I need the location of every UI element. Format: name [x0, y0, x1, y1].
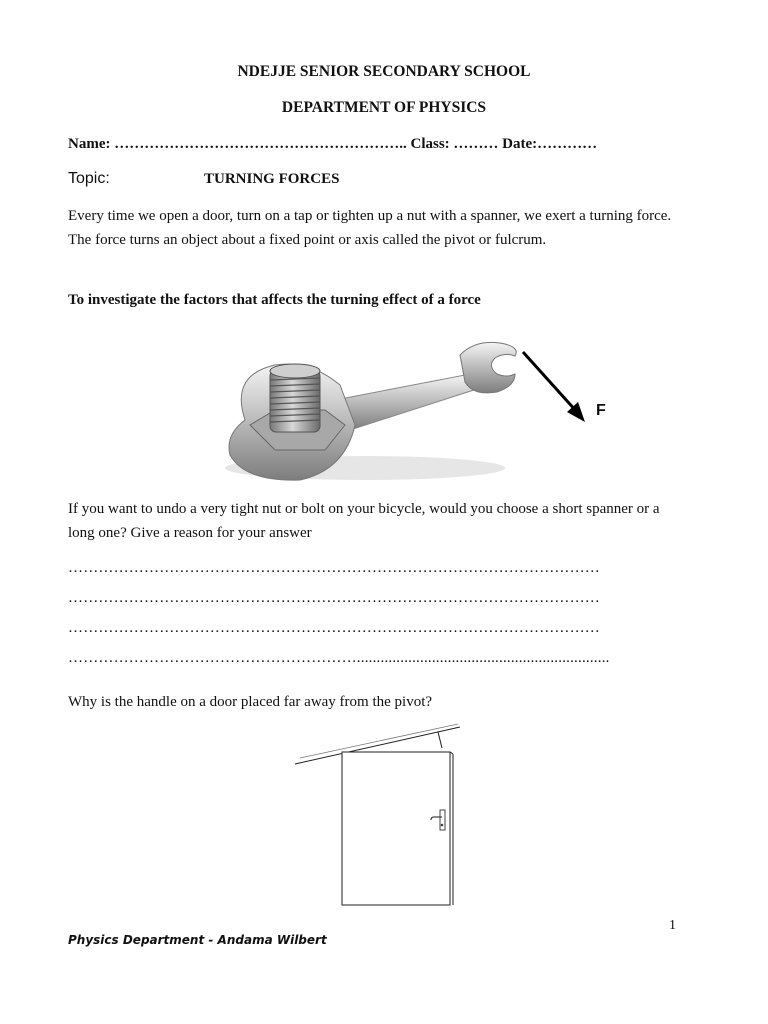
footer-author: Physics Department - Andama Wilbert [68, 933, 327, 947]
topic-label: Topic: [68, 170, 110, 187]
intro-paragraph: Every time we open a door, turn on a tap or tighten up a nut with a spanner, we exert a turning force. The force turns an object about a fixed point or axis called the pivot or fulcrum. [68, 208, 672, 248]
school-name: NDEJJE SENIOR SECONDARY SCHOOL [237, 63, 531, 80]
spanner-figure [215, 330, 615, 485]
question-spanner: If you want to undo a very tight nut or bolt on your bicycle, would you choose a short spanner or a long one? Give a reason for your answer [68, 501, 660, 541]
name-label: Name: [68, 136, 111, 152]
answer-line-1[interactable]: …………………………………………………………………………………………… [68, 560, 600, 576]
date-label: Date:………… [502, 136, 598, 152]
door-illustration [290, 722, 465, 912]
class-blank: ……… [453, 136, 499, 152]
question-door-handle: Why is the handle on a door placed far away from the pivot? [68, 694, 433, 710]
force-label: F [596, 402, 606, 419]
department-title: DEPARTMENT OF PHYSICS [281, 99, 487, 116]
answer-line-3[interactable]: …………………………………………………………………………………………… [68, 620, 600, 636]
investigate-heading: To investigate the factors that affects the turning effect of a force [68, 292, 481, 308]
topic-value: TURNING FORCES [204, 171, 340, 187]
page-number: 1 [669, 918, 676, 933]
spanner-illustration [215, 330, 615, 485]
door-figure [290, 722, 465, 912]
answer-line-4[interactable]: …………………………………………………................................................................ [68, 650, 610, 666]
name-class-date-row [68, 136, 597, 153]
answer-line-2[interactable]: …………………………………………………………………………………………… [68, 590, 600, 606]
name-blank: ………………………………………………….. [114, 136, 407, 152]
class-label: Class: [410, 136, 450, 152]
